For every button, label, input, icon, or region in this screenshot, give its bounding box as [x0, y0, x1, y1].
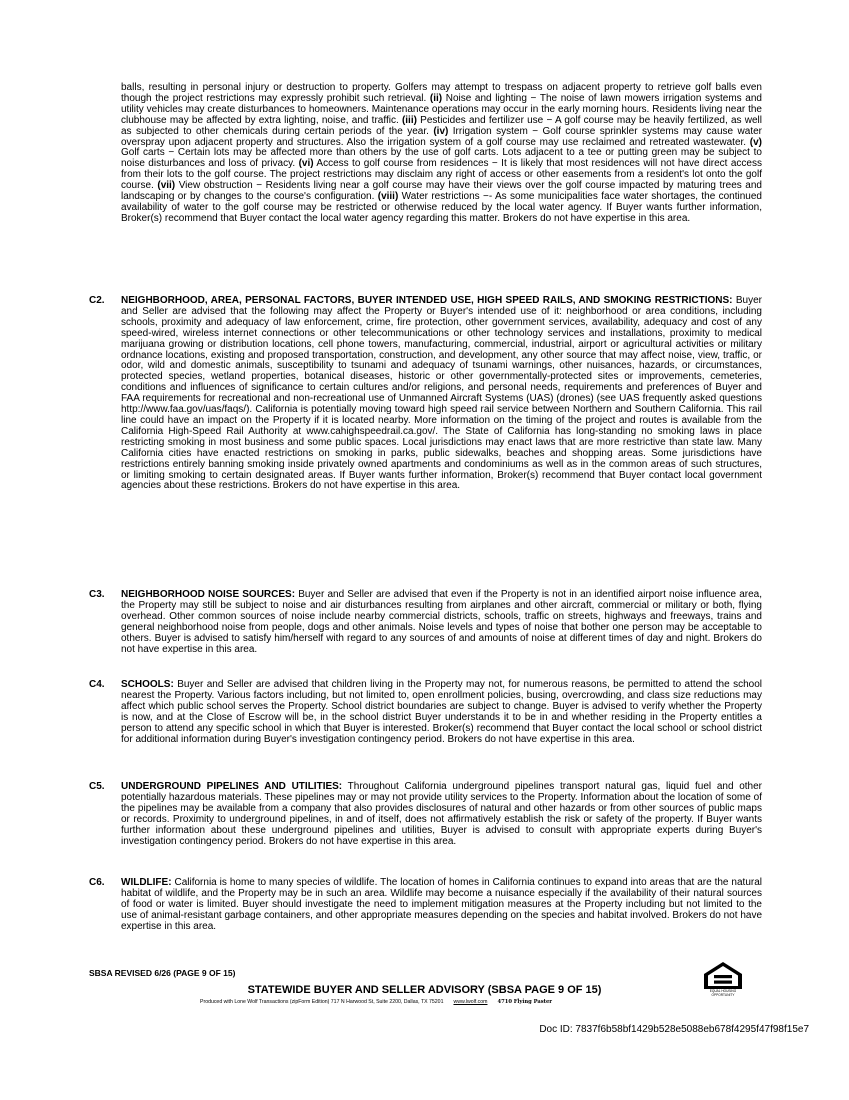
section-heading: WILDLIFE:: [121, 877, 172, 888]
section-text: Buyer and Seller are advised that children living in the Property may not, for numerous reasons, be permitted to attend the school nearest the Property. Various factors including, but not limited to, open enrollment policies, busing, overcrowding, and class size reductions may affect which public school serves the Property. School district boundaries are subject to change. Buyer is advised to verify whether the Property is now, and at the Close of Escrow will be, in the school district Buyer understands it to be in and whether residing in the Property entitles a person to attend any specific school in which that Buyer is interested. Broker(s) recommend that Buyer contact the local school or school district for additional information during Buyer's investigation contingency period. Brokers do not have expertise in this area.: [121, 679, 762, 745]
equal-housing-caption: EQUAL HOUSING OPPORTUNITY: [709, 989, 737, 997]
revision-label: SBSA REVISED 6/26 (PAGE 9 OF 15): [89, 968, 236, 978]
section-text: Throughout California underground pipelines transport natural gas, liquid fuel and other potentially hazardous materials. These pipelines may or may not provide utility services to the Property. Information about the location of some of the pipelines may be available from a company that also provides disclosures of natural and other hazards or from other sources of public maps or records. Proximity to underground pipelines, in and of itself, does not affirmatively establish the risk or safety of the property. If Buyer wants further information about these underground pipelines and utilities, Buyer is advised to consult with appropriate experts during Buyer's investigation contingency period. Brokers do not have expertise in this area.: [121, 781, 762, 847]
section-text: Buyer and Seller are advised that the following may affect the Property or Buyer's intended use of it: neighborhood or area conditions, including schools, proximity and adequacy of law enforcement, crime, fire protection, other government services, availability, adequacy and cost of any speed-wired, wireless internet connections or other telecommunications or other technology services and installations, proximity to medical marijuana growing or distribution locations, cell phone towers, manufacturing, commercial, industrial, airport or agricultural activities or military ordnance locations, existing and proposed transportation, construction, and development, any other source that may affect noise, view, traffic, or odor, wild and domestic animals, susceptibility to tsunami and adequacy of tsunami warnings, other nuisances, hazards, or circumstances, protected species, wetland properties, botanical diseases, historic or other governmentally-protected sites or improvements, cemeteries, conditions and influences of significance to certain cultures and/or religions, and personal needs, requirements and preferences of Buyer and FAA requirements for recreational and non-recreational use of Unmanned Aircraft Systems (UAS) (drones) (see UAS frequently asked questions http://www.faa.gov/uas/faqs/). California is potentially moving toward high speed rail service between Northern and Southern California. This rail line could have an impact on the Property if it is located nearby. More information on the timing of the project and routes is available from the California High-Speed Rail Authority at www.cahighspeedrail.ca.gov/. The State of California has long-standing no smoking laws in place restricting smoking in most business and some public spaces. Local jurisdictions may enact laws that are more restrictive than state law. Many California cities have enacted restrictions on smoking in parks, public sidewalks, beaches and shopping areas. Some jurisdictions have restrictions entirely banning smoking inside privately owned apartments and condominiums as well as in the common areas of such structures, or limiting smoking to certain designated areas. If Buyer wants further information, Broker(s) recommend that Buyer contact local government agencies about these restrictions. Brokers do not have expertise in this area.: [121, 295, 763, 492]
section-heading: UNDERGROUND PIPELINES AND UTILITIES:: [121, 781, 343, 792]
section-text: California is home to many species of wildlife. The location of homes in California continues to expand into areas that are the natural habitat of wildlife, and the Property may be in such an area. Wildlife may become a nuisance especially if the availability of their natural sources of food or water is limited. Buyer should investigate the need to implement mitigation measures at the Property including but not limited to the use of animal-resistant garbage containers, and other appropriate measures depending on the species and habitat involved. Brokers do not have expertise in this area.: [121, 877, 762, 932]
section-heading: SCHOOLS:: [121, 679, 174, 690]
continuation-text: Access to golf course from residences − It is likely that most residences will not have direct access from their lots to the golf course. The project restrictions may disclaim any right of access or other easements from a resident's lot onto the golf course.: [121, 158, 762, 192]
item-marker: (vii): [157, 180, 176, 192]
section-c5: [89, 782, 762, 847]
section-number: C4.: [89, 679, 105, 690]
section-number: C6.: [89, 877, 105, 888]
producer-text: Produced with Lone Wolf Transactions (zipForm Edition) 717 N Harwood St, Suite 2200, Dallas, TX 75201: [200, 999, 444, 1005]
section-heading: NEIGHBORHOOD NOISE SOURCES:: [121, 589, 296, 600]
continuation-text: Water restrictions −- As some municipalities face water shortages, the continued availability of water to the golf course may be restricted or otherwise reduced by the local water agency. If Buyer wants further information, Broker(s) recommend that Buyer contact the local water agency regarding this matter. Brokers do not have expertise in this area.: [121, 191, 762, 224]
item-marker: (vi): [298, 158, 314, 170]
section-c2: [89, 296, 762, 492]
continuation-text: balls, resulting in personal injury or destruction to property. Golfers may attempt to trespass on adjacent property to retrieve golf balls even though the project restrictions may expressly prohibit such retrieval.: [121, 82, 762, 104]
item-marker: (ii): [429, 92, 443, 104]
golf-course-continuation: [121, 83, 762, 225]
section-c6: [89, 878, 762, 933]
section-heading: NEIGHBORHOOD, AREA, PERSONAL FACTORS, BUYER INTENDED USE, HIGH SPEED RAILS, AND SMOKING RESTRICTIONS:: [121, 295, 733, 306]
flyer-label: 4710 Flying Paster: [497, 999, 553, 1005]
continuation-text: Golf carts − Certain lots may be affected more than others by the use of golf carts. Lots adjacent to a tee or putting green may be subject to noise disturbances and loss of privacy.: [121, 147, 762, 170]
continuation-text: Pesticides and fertilizer use − A golf course may be heavily fertilized, as well as subjected to other chemicals during certain periods of the year.: [121, 114, 762, 137]
section-text: Buyer and Seller are advised that even if the Property is not in an identified airport noise influence area, the Property may still be subject to noise and air disturbances resulting from airplanes and other aircraft, commercial or military or both, flying overhead. Other common sources of noise include nearby commercial districts, schools, traffic on streets, highways and freeways, trains and general neighborhood noise from people, dogs and other animals. Noise levels and types of noise that bother one person may be acceptable to others. Buyer is advised to satisfy him/herself with regard to any sources of and amounts of noise at different times of day and night. Brokers do not have expertise in this area.: [121, 589, 762, 655]
item-marker: (iii): [401, 114, 417, 126]
section-number: C3.: [89, 589, 105, 600]
item-marker: (viii): [377, 191, 399, 203]
section-c4: [89, 680, 762, 745]
section-number: C5.: [89, 781, 105, 792]
form-title: STATEWIDE BUYER AND SELLER ADVISORY (SBSA PAGE 9 OF 15): [247, 984, 602, 996]
continuation-text: Noise and lighting − The noise of lawn mowers irrigation systems and utility vehicles may create disturbances to homeowners. Maintenance operations may occur in the early morning hours. Residents living near the clubhouse may be affected by extra lighting, noise, and traffic.: [121, 92, 762, 126]
section-number: C2.: [89, 295, 105, 306]
doc-id: Doc ID: 7837f6b58bf1429b528e5088eb678f4295f47f98f15e7: [539, 1024, 809, 1035]
item-marker: (iv): [433, 125, 449, 137]
producer-line: [200, 999, 552, 1005]
item-marker: (v): [749, 136, 762, 148]
section-c3: [89, 590, 762, 655]
continuation-text: Irrigation system − Golf course sprinkler systems may cause water overspray upon adjacent property and structures. Also the irrigation system of a golf course may use reclaimed and retreated wastewater.: [121, 125, 762, 148]
lwolf-link[interactable]: www.lwolf.com: [453, 999, 488, 1005]
continuation-text: View obstruction − Residents living near a golf course may have their views over the golf course impacted by maturing trees and landscaping or by changes to the course's configuration.: [121, 180, 762, 203]
